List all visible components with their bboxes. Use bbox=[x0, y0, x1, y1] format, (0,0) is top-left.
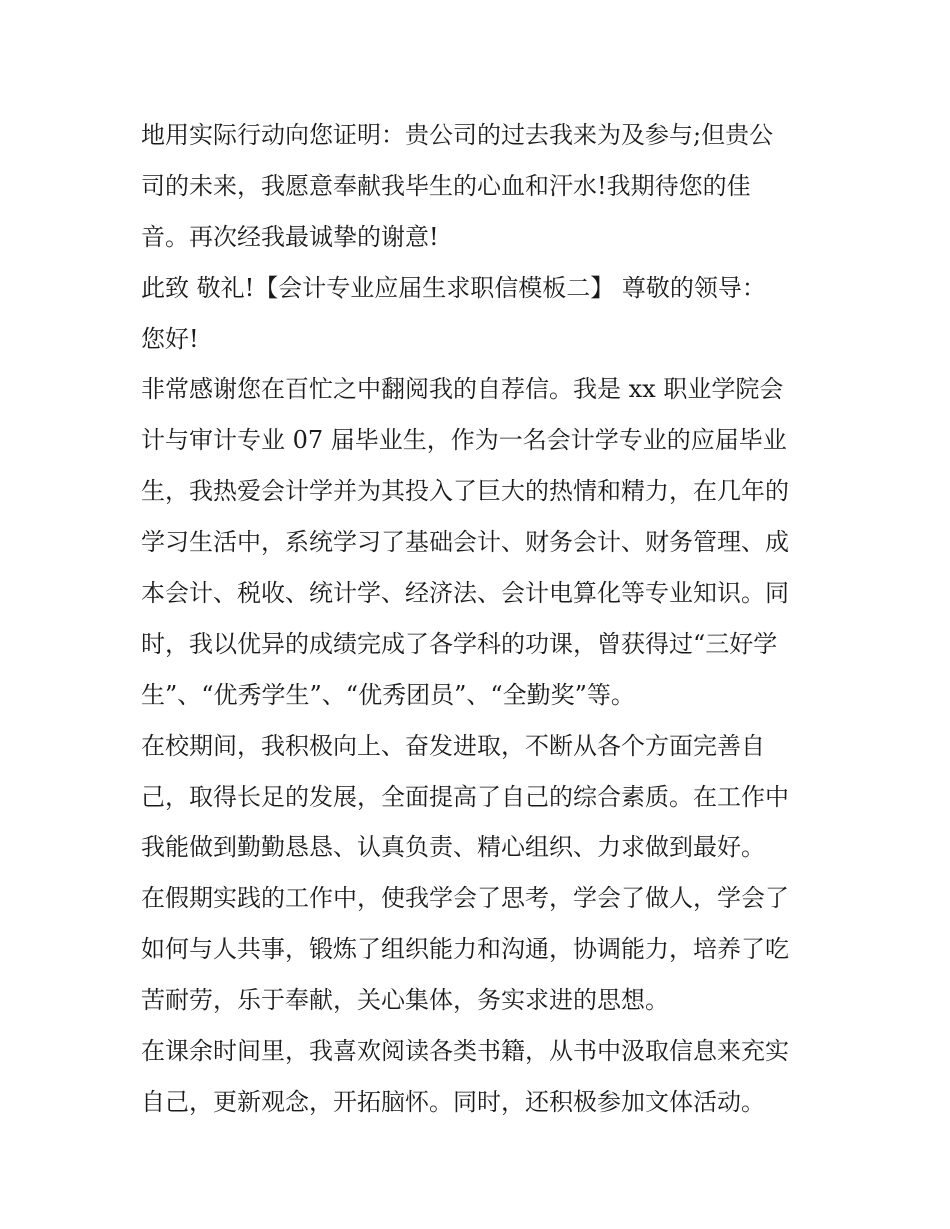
text-line: 地用实际行动向您证明：贵公司的过去我来为及参与;但贵公 bbox=[141, 121, 774, 149]
text-line: 音。再次经我最诚挚的谢意! bbox=[141, 222, 439, 251]
text-line: 时，我以优异的成绩完成了各学科的功课，曾获得过“三好学 bbox=[141, 629, 778, 658]
text-line: 自己，更新观念，开拓脑怀。同时，还积极参加文体活动。 bbox=[141, 1087, 765, 1116]
text-line: 此致 敬礼!【会计专业应届生求职信模板二】 尊敬的领导： bbox=[141, 273, 766, 302]
text-line: 如何与人共事，锻炼了组织能力和沟通，协调能力，培养了吃 bbox=[141, 935, 789, 964]
text-line: 学习生活中，系统学习了基础会计、财务会计、财务管理、成 bbox=[141, 528, 789, 557]
text-line: 在校期间，我积极向上、奋发进取，不断从各个方面完善自 bbox=[141, 731, 765, 760]
text-line: 生”、“优秀学生”、“优秀团员”、“全勤奖”等。 bbox=[141, 680, 635, 709]
document-body bbox=[141, 110, 831, 1128]
text-line: 己，取得长足的发展，全面提高了自己的综合素质。在工作中 bbox=[141, 782, 789, 811]
text-line: 在课余时间里，我喜欢阅读各类书籍，从书中汲取信息来充实 bbox=[141, 1037, 789, 1066]
text-line: 司的未来，我愿意奉献我毕生的心血和汗水!我期待您的佳 bbox=[141, 171, 751, 200]
text-line: 我能做到勤勤恳恳、认真负责、精心组织、力求做到最好。 bbox=[141, 833, 765, 862]
text-line: 生，我热爱会计学并为其投入了巨大的热情和精力，在几年的 bbox=[141, 477, 789, 506]
text-line: 苦耐劳，乐于奉献，关心集体，务实求进的思想。 bbox=[141, 986, 669, 1015]
text-line: 您好! bbox=[141, 324, 199, 353]
text-line: 非常感谢您在百忙之中翻阅我的自荐信。我是 xx 职业学院会 bbox=[141, 375, 784, 404]
text-line: 计与审计专业 07 届毕业生，作为一名会计学专业的应届毕业 bbox=[141, 426, 787, 455]
text-line: 本会计、税收、统计学、经济法、会计电算化等专业知识。同 bbox=[141, 579, 789, 608]
text-line: 在假期实践的工作中，使我学会了思考，学会了做人，学会了 bbox=[141, 884, 789, 913]
